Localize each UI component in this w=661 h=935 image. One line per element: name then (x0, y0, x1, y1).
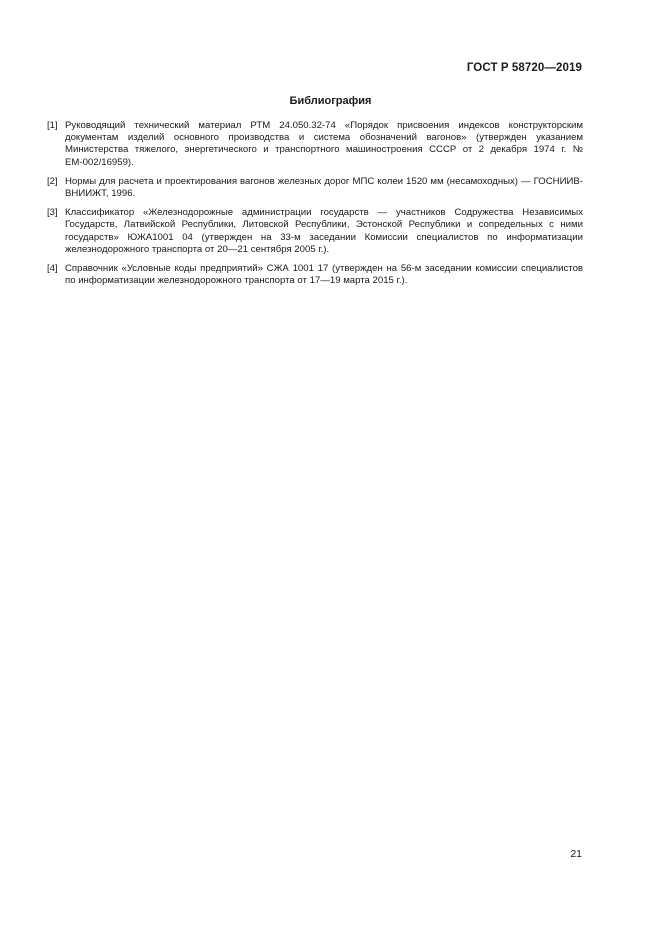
bibliography-item (47, 176, 583, 200)
document-code-header: ГОСТ Р 58720—2019 (466, 62, 582, 74)
reference-number: [4] (47, 263, 58, 275)
reference-text: Классификатор «Железнодорожные администрации государств — участников Содружества Независимых Государств, Латвийской Республики, Литовской Республики, Эстонской Республики и сопредельных с ними государств» ЮЖА1001 04 (утвержден на 33-м заседании Комиссии специалистов по информатизации железнодорожного транспорта от 20—21 сентября 2005 г.). (65, 207, 583, 255)
page-number: 21 (570, 848, 582, 860)
bibliography-item (47, 263, 583, 287)
bibliography-list (47, 120, 583, 294)
reference-text: Руководящий технический материал РТМ 24.050.32-74 «Порядок присвоения индексов конструкторским документам изделий основного производства и система обозначений вагонов» (утвержден указанием Министерства тяжелого, энергетического и транспортного машиностроения СССР от 2 декабря 1974 г. № ЕМ-002/16959). (65, 120, 583, 168)
reference-number: [1] (47, 120, 58, 131)
bibliography-item (47, 120, 583, 169)
reference-text: Нормы для расчета и проектирования вагонов железных дорог МПС колеи 1520 мм (несамоходных) — ГОСНИИВ-ВНИИЖТ, 1996. (65, 175, 583, 200)
bibliography-title: Библиография (289, 95, 372, 107)
reference-number: [2] (47, 175, 58, 187)
reference-number: [3] (47, 207, 58, 219)
reference-text: Справочник «Условные коды предприятий» СЖА 1001 17 (утвержден на 56-м заседании комиссии специалистов по информатизации железнодорожного транспорта от 17—19 марта 2015 г.). (65, 263, 583, 287)
bibliography-item (47, 207, 583, 256)
